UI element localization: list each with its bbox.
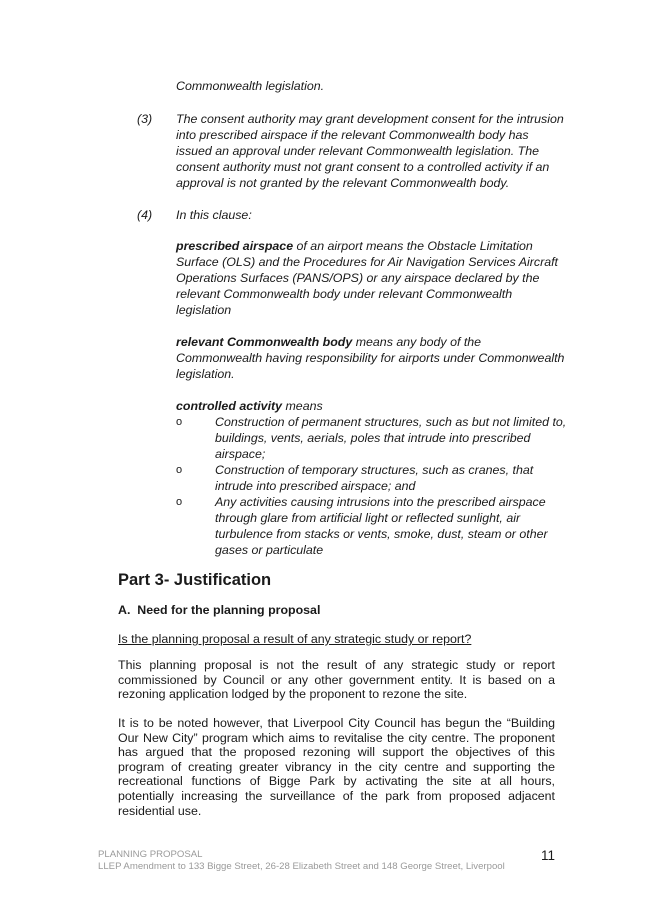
paragraph-2: It is to be noted however, that Liverpool City Council has begun the “Building Our New City” program which aims to revitalise the city centre. The proponent has argued that the proposed rezoning will support the objectives of this program of creating greater vibrancy in the city centre and supporting the recreational functions of Bigge Park by activating the site at all hours, potentially increasing the surveillance of the park from proposed adjacent residential use. [118, 716, 555, 818]
part-heading: Part 3- Justification [118, 571, 272, 589]
paragraph-1: This planning proposal is not the result of any strategic study or report commissioned by Council or any other government entity. It is based on a rezoning application lodged by the proponent to rezone the site. [118, 658, 555, 702]
definition-text: of an airport means the Obstacle Limitation Surface (OLS) and the Procedures for Air Navigation Services Aircraft Operations Surfaces (PANS/OPS) or any airspace declared by the relevant Commonwealth body under relevant Commonwealth legislation [176, 239, 558, 317]
clause-text: In this clause: [176, 208, 252, 222]
list-item [176, 414, 568, 462]
footer-subtitle: LLEP Amendment to 133 Bigge Street, 26-28 Elizabeth Street and 148 George Street, Liverpool [98, 860, 505, 872]
controlled-activity-list [176, 414, 568, 558]
clause-text: The consent authority may grant development consent for the intrusion into prescribed airspace if the relevant Commonwealth body has issued an approval under relevant Commonwealth legislation. The consent authority must not grant consent to a controlled activity if an approval is not granted by the relevant Commonwealth body. [176, 112, 564, 190]
bullet-marker: o [176, 416, 183, 428]
continuation-text: Commonwealth legislation. [176, 79, 325, 93]
list-item-text: Construction of temporary structures, such as cranes, that intrude into prescribed airspace; and [215, 463, 534, 493]
list-item-text: Construction of permanent structures, such as but not limited to, buildings, vents, aerials, poles that intrude into prescribed airspace; [215, 415, 567, 461]
definition-term: prescribed airspace [176, 239, 294, 253]
definition-term: controlled activity [176, 399, 283, 413]
list-item [176, 462, 568, 494]
question-heading: Is the planning proposal a result of any strategic study or report? [118, 632, 472, 646]
list-item [176, 494, 568, 558]
page-number: 11 [541, 848, 556, 863]
definition-controlled-activity [176, 398, 568, 414]
list-item-text: Any activities causing intrusions into the prescribed airspace through glare from artificial light or reflected sunlight, air turbulence from stacks or vents, smoke, dust, steam or other gases or particulate [215, 495, 548, 557]
clause-number: (3) [137, 112, 153, 126]
bullet-marker: o [176, 464, 183, 476]
definition-term: relevant Commonwealth body [176, 335, 353, 349]
footer-text [98, 849, 505, 872]
definition-text: means any body of the Commonwealth having responsibility for airports under Commonwealth legislation. [176, 335, 565, 381]
footer-title: PLANNING PROPOSAL [98, 849, 203, 860]
bullet-marker: o [176, 496, 183, 508]
section-heading: A. Need for the planning proposal [118, 603, 321, 617]
definition-relevant-body [176, 334, 568, 382]
definition-text: means [282, 399, 323, 413]
clause-number: (4) [137, 208, 153, 222]
definition-prescribed-airspace [176, 238, 568, 318]
